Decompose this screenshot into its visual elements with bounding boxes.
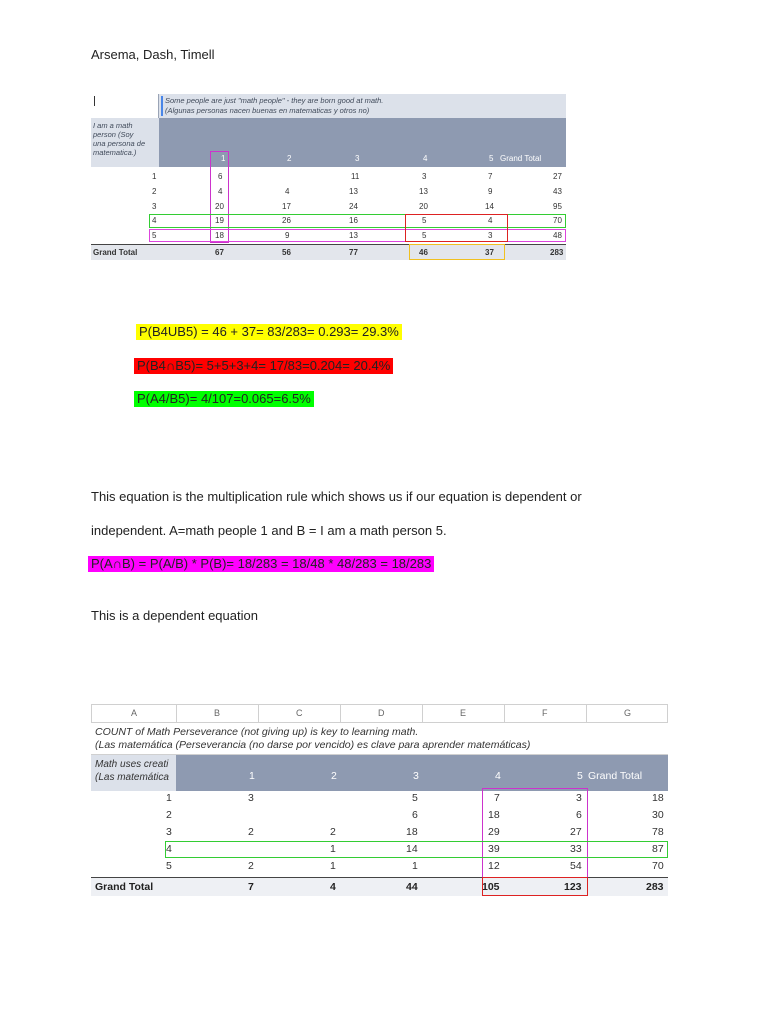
table-cell: 2 bbox=[248, 860, 254, 872]
column-header: 2 bbox=[331, 770, 337, 782]
row-label: 5 bbox=[152, 231, 157, 240]
question-english: Some people are just "math people" - they are born good at math. bbox=[165, 96, 384, 105]
grand-total-cell: 77 bbox=[349, 248, 358, 257]
row-label: 5 bbox=[166, 860, 172, 872]
row-total: 95 bbox=[553, 202, 562, 211]
grand-total-cell: 123 bbox=[564, 881, 582, 893]
row-label: 4 bbox=[166, 843, 172, 855]
grand-total-cell: 44 bbox=[406, 881, 418, 893]
grand-total-all: 283 bbox=[550, 248, 564, 257]
table-cell: 1 bbox=[330, 843, 336, 855]
grand-total-all: 283 bbox=[646, 881, 664, 893]
row-label: 2 bbox=[152, 187, 157, 196]
sheet-column-label: E bbox=[460, 708, 467, 718]
row-label: 1 bbox=[152, 172, 157, 181]
grand-total-header: Grand Total bbox=[588, 770, 643, 782]
sheet-column-label: D bbox=[378, 708, 385, 718]
table-cell: 14 bbox=[485, 202, 494, 211]
title-line-1: COUNT of Math Perseverance (not giving up) is key to learning math. bbox=[95, 726, 419, 738]
table-cell: 6 bbox=[576, 809, 582, 821]
table-cell: 13 bbox=[349, 187, 358, 196]
row-total: 27 bbox=[553, 172, 562, 181]
table-cell: 17 bbox=[282, 202, 291, 211]
explanation-line-1: This equation is the multiplication rule which shows us if our equation is dependent or bbox=[91, 489, 582, 504]
table-cell: 27 bbox=[570, 826, 582, 838]
question-text bbox=[161, 96, 561, 116]
table-cell: 18 bbox=[406, 826, 418, 838]
row-total: 43 bbox=[553, 187, 562, 196]
column-header: 1 bbox=[249, 770, 255, 782]
question-spanish: (Algunas personas nacen buenas en matematicas y otros no) bbox=[165, 106, 370, 115]
corner-cell bbox=[91, 94, 159, 118]
table-cell: 6 bbox=[218, 172, 223, 181]
title-line-2: (Las matemática (Perseverancia (no darse por vencido) es clave para aprender matemáticas) bbox=[95, 739, 531, 751]
column-header: 4 bbox=[495, 770, 501, 782]
table-cell: 24 bbox=[349, 202, 358, 211]
table-cell: 26 bbox=[282, 216, 291, 225]
table-cell: 5 bbox=[422, 216, 427, 225]
table-cell: 39 bbox=[488, 843, 500, 855]
totals-4-5-highlight-box bbox=[482, 877, 588, 896]
column-header: 5 bbox=[489, 154, 494, 163]
sheet-column-label: B bbox=[214, 708, 221, 718]
table-cell: 3 bbox=[422, 172, 427, 181]
table-cell: 33 bbox=[570, 843, 582, 855]
table-cell: 18 bbox=[488, 809, 500, 821]
column-header-row bbox=[91, 118, 566, 167]
column-header: 1 bbox=[221, 154, 226, 163]
table-cell: 29 bbox=[488, 826, 500, 838]
column-header: 3 bbox=[413, 770, 419, 782]
table-cell: 12 bbox=[488, 860, 500, 872]
explanation-line-2: independent. A=math people 1 and B = I am a math person 5. bbox=[91, 523, 447, 538]
cells-b4-b5-highlight-box bbox=[405, 214, 508, 242]
table-cell: 4 bbox=[218, 187, 223, 196]
grand-total-cell: 37 bbox=[485, 248, 494, 257]
table-cell: 7 bbox=[494, 792, 500, 804]
table-cell: 20 bbox=[215, 202, 224, 211]
row-label: 3 bbox=[152, 202, 157, 211]
table-cell: 19 bbox=[215, 216, 224, 225]
pivot-table-perseverance bbox=[91, 704, 668, 896]
row-label: 3 bbox=[166, 826, 172, 838]
table-cell: 3 bbox=[576, 792, 582, 804]
table-cell: 16 bbox=[349, 216, 358, 225]
union-probability-formula: P(B4UB5) = 46 + 37= 83/283= 0.293= 29.3% bbox=[136, 324, 402, 340]
table-cell: 4 bbox=[488, 216, 493, 225]
sheet-column-label: A bbox=[131, 708, 138, 718]
grand-total-header: Grand Total bbox=[500, 154, 542, 163]
row-total: 70 bbox=[553, 216, 562, 225]
table-cell: 3 bbox=[488, 231, 493, 240]
table-cell: 2 bbox=[248, 826, 254, 838]
sheet-column-label: C bbox=[296, 708, 303, 718]
table-cell: 5 bbox=[422, 231, 427, 240]
column-header: 5 bbox=[577, 770, 583, 782]
table-cell: 3 bbox=[248, 792, 254, 804]
row-label: 4 bbox=[152, 216, 157, 225]
multiplication-rule-formula: P(A∩B) = P(A/B) * P(B)= 18/283 = 18/48 * 48/283 = 18/283 bbox=[88, 556, 434, 572]
row-label: 1 bbox=[166, 792, 172, 804]
row-total: 78 bbox=[652, 826, 664, 838]
table-cell: 6 bbox=[412, 809, 418, 821]
table-cell: 4 bbox=[285, 187, 290, 196]
table-cell: 20 bbox=[419, 202, 428, 211]
table-cell: 14 bbox=[406, 843, 418, 855]
table-cell: 9 bbox=[285, 231, 290, 240]
row-dimension-label: I am a math person (Soy una persona de matematica.) bbox=[91, 118, 159, 167]
row-dimension-label: Math uses creati (Las matemática bbox=[91, 755, 176, 791]
table-cell: 1 bbox=[330, 860, 336, 872]
table-cell: 18 bbox=[215, 231, 224, 240]
sheet-column-label: G bbox=[624, 708, 632, 718]
title-row bbox=[91, 723, 668, 755]
table-cell: 1 bbox=[412, 860, 418, 872]
row-4-highlight-box bbox=[165, 841, 668, 858]
grand-total-cell: 7 bbox=[248, 881, 254, 893]
totals-b4-b5-highlight-box bbox=[409, 244, 505, 260]
row-total: 18 bbox=[652, 792, 664, 804]
table-cell: 5 bbox=[412, 792, 418, 804]
grand-total-cell: 105 bbox=[482, 881, 500, 893]
grand-total-cell: 46 bbox=[419, 248, 428, 257]
row-total: 87 bbox=[652, 843, 664, 855]
table-cell: 7 bbox=[488, 172, 493, 181]
column-header: 4 bbox=[423, 154, 428, 163]
table-cell: 13 bbox=[419, 187, 428, 196]
table-cell: 2 bbox=[330, 826, 336, 838]
row-total: 30 bbox=[652, 809, 664, 821]
conclusion-text: This is a dependent equation bbox=[91, 608, 258, 623]
grand-total-label: Grand Total bbox=[93, 248, 138, 257]
grand-total-cell: 67 bbox=[215, 248, 224, 257]
intersection-probability-formula: P(B4∩B5)= 5+5+3+4= 17/83=0.204= 20.4% bbox=[134, 358, 393, 374]
conditional-probability-formula: P(A4/B5)= 4/107=0.065=6.5% bbox=[134, 391, 314, 407]
sheet-column-label: F bbox=[542, 708, 548, 718]
row-total: 48 bbox=[553, 231, 562, 240]
table-cell: 11 bbox=[351, 172, 360, 181]
row-label: 2 bbox=[166, 809, 172, 821]
column-header: 3 bbox=[355, 154, 360, 163]
table-cell: 54 bbox=[570, 860, 582, 872]
column-header: 2 bbox=[287, 154, 292, 163]
table-cell: 9 bbox=[488, 187, 493, 196]
authors-line: Arsema, Dash, Timell bbox=[91, 47, 215, 62]
grand-total-label: Grand Total bbox=[95, 881, 154, 893]
row-total: 70 bbox=[652, 860, 664, 872]
spreadsheet-column-headers bbox=[91, 704, 668, 723]
grand-total-cell: 56 bbox=[282, 248, 291, 257]
grand-total-cell: 4 bbox=[330, 881, 336, 893]
pivot-table-math-people bbox=[91, 94, 566, 260]
table-cell: 13 bbox=[349, 231, 358, 240]
